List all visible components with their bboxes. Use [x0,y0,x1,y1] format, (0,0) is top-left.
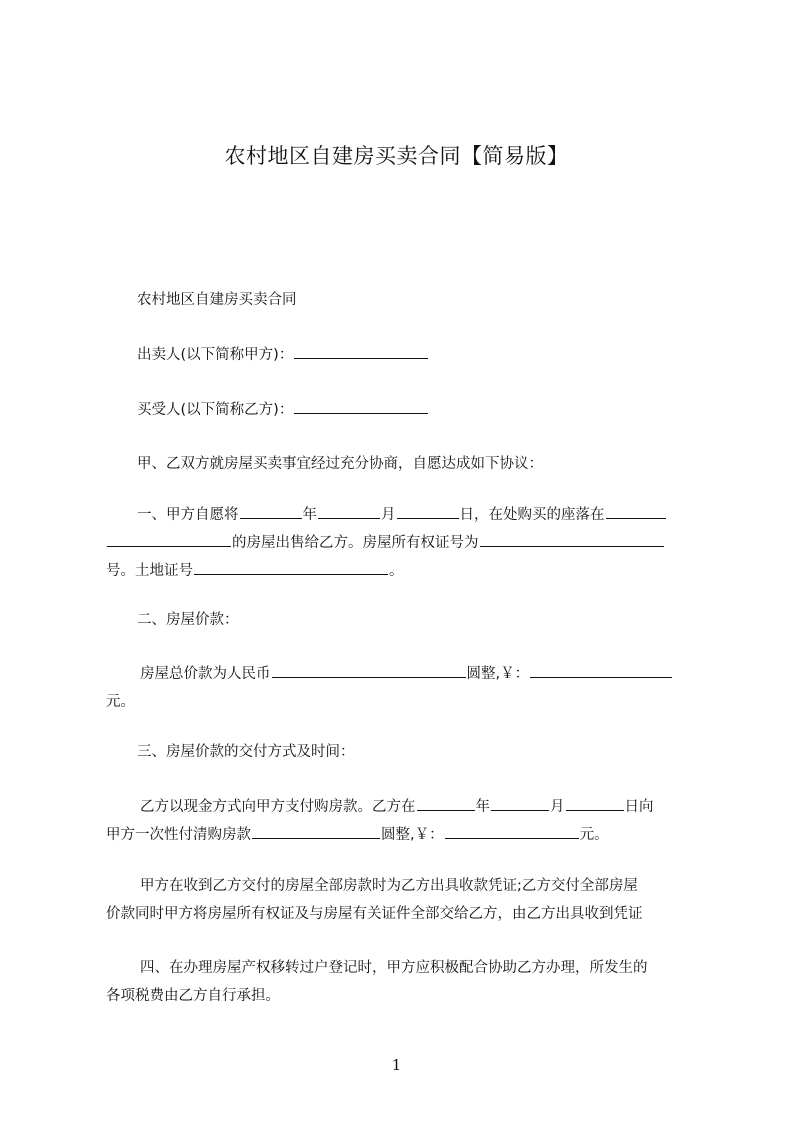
document-title: 农村地区自建房买卖合同【简易版】 [224,144,569,168]
buyer-name-field[interactable] [294,399,428,414]
clause1-month-field[interactable] [318,504,380,519]
clause-4: 四、在办理房屋产权移转过户登记时，甲方应积极配合协助乙方办理，所发生的 各项税费由乙方自行承担。 [106,960,648,1004]
clause1-land-cert-field[interactable] [194,560,388,575]
intro-paragraph: 甲、乙双方就房屋买卖事宜经过充分协商，自愿达成如下协议： [137,456,543,472]
price-words-field[interactable] [272,663,466,678]
clause-2-heading: 二、房屋价款： [137,612,239,628]
clause1-day-field[interactable] [397,504,459,519]
seller-label: 出卖人(以下简称甲方)： [137,347,294,363]
clause1-location-field-a[interactable] [606,504,666,519]
payment-number-field[interactable] [445,824,579,839]
clause-2-body: 房屋总价款为人民币 圆整,￥： 元。 [106,660,700,716]
clause1-year-field[interactable] [240,504,302,519]
seller-name-field[interactable] [294,344,428,359]
clause1-location-field-b[interactable] [107,532,231,547]
contract-subtitle: 农村地区自建房买卖合同 [137,292,297,308]
payment-day-field[interactable] [566,796,624,811]
payment-year-field[interactable] [417,796,475,811]
page-number: 1 [391,1056,402,1074]
payment-month-field[interactable] [491,796,549,811]
buyer-label: 买受人(以下简称乙方)： [137,402,294,418]
clause-3-receipt: 甲方在收到乙方交付的房屋全部房款时为乙方出具收款凭证;乙方交付全部房屋 价款同时甲方将房屋所有权证及与房屋有关证件全部交给乙方，由乙方出具收到凭证 [106,878,643,922]
price-number-field[interactable] [530,663,672,678]
payment-words-field[interactable] [252,824,380,839]
seller-line [106,341,700,369]
clause-3-heading: 三、房屋价款的交付方式及时间： [137,744,355,760]
clause-3-body: 乙方以现金方式向甲方支付购房款。乙方在 年 月 日向 甲方一次性付清购房款 圆整,￥： 元。 [106,793,700,849]
clause-1: 一、甲方自愿将 年 月 日，在处购买的座落在 的房屋出售给乙方。房屋所有权证号为 号。土地证号 。 [106,501,700,585]
buyer-line [106,396,700,424]
clause1-property-cert-field[interactable] [480,532,664,547]
